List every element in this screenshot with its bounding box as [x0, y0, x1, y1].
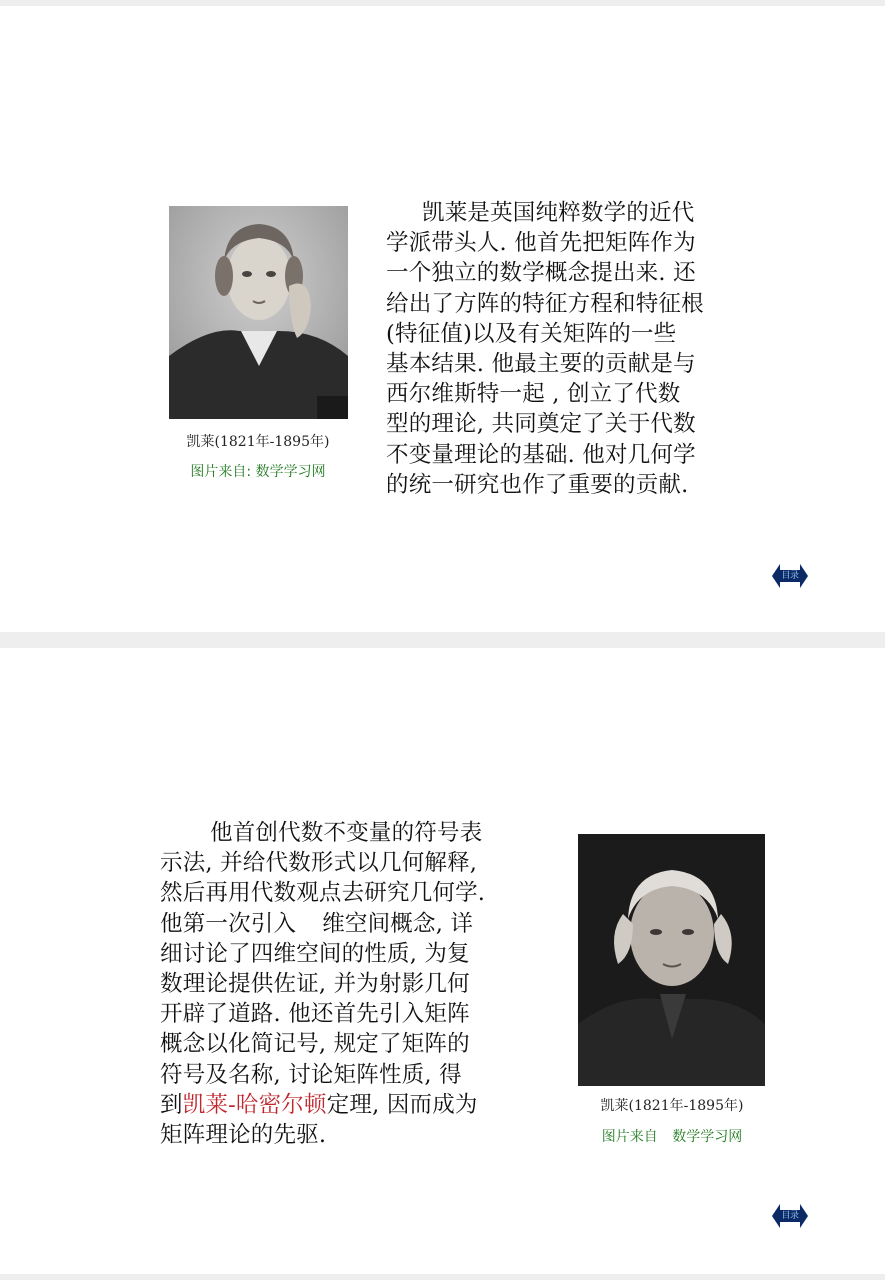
text-line: 数理论提供佐证, 并为射影几何	[160, 970, 470, 997]
nav-label: 目录	[781, 571, 799, 581]
cayley-portrait-1	[169, 206, 348, 419]
text-line: 的统一研究也作了重要的贡献.	[386, 471, 689, 498]
text-line: 示法, 并给代数形式以几何解释,	[160, 850, 478, 877]
text-line: 凯莱是英国纯粹数学的近代	[422, 200, 695, 226]
nav-label: 目录	[781, 1211, 799, 1221]
text-line: 概念以化简记号, 规定了矩阵的	[160, 1031, 470, 1058]
portrait-caption: 凯莱(1821年-1895年)	[186, 434, 330, 450]
text-line: 开辟了道路. 他还首先引入矩阵	[160, 1001, 470, 1028]
text-line: 西尔维斯特一起 , 创立了代数	[386, 381, 681, 408]
text-line: 一个独立的数学概念提出来. 还	[386, 260, 696, 287]
text-line: 符号及名称, 讨论矩阵性质, 得	[160, 1061, 462, 1088]
text-line: 不变量理论的基础. 他对几何学	[386, 441, 696, 468]
biography-paragraph	[160, 818, 485, 1150]
text-line: 他首创代数不变量的符号表	[210, 820, 483, 846]
text-line: 学派带头人. 他首先把矩阵作为	[386, 230, 696, 257]
text-line: 矩阵理论的先驱.	[160, 1121, 327, 1148]
image-source-credit: 图片来自 数学学习网	[601, 1129, 743, 1145]
portrait-caption: 凯莱(1821年-1895年)	[600, 1098, 744, 1114]
text-line: 型的理论, 共同奠定了关于代数	[386, 411, 696, 438]
theorem-name-highlight: 凯莱-哈密尔顿	[182, 1091, 327, 1118]
image-source-credit: 图片来自: 数学学习网	[190, 464, 326, 480]
text-line: 他第一次引入 维空间概念, 详	[160, 910, 474, 937]
table-of-contents-button[interactable]	[772, 563, 808, 589]
text-line: (特征值)以及有关矩阵的一些	[386, 320, 677, 347]
text-line: 基本结果. 他最主要的贡献是与	[386, 350, 696, 377]
text-line: 然后再用代数观点去研究几何学.	[160, 880, 486, 907]
table-of-contents-button[interactable]	[772, 1203, 808, 1229]
slide-1	[0, 6, 885, 632]
biography-paragraph	[386, 198, 704, 500]
text-line: 细讨论了四维空间的性质, 为复	[160, 940, 470, 967]
cayley-portrait-2	[578, 834, 765, 1086]
text-line: 给出了方阵的特征方程和特征根	[386, 290, 704, 317]
text-line: 到凯莱-哈密尔顿定理, 因而成为	[160, 1091, 478, 1118]
slide-2	[0, 648, 885, 1274]
